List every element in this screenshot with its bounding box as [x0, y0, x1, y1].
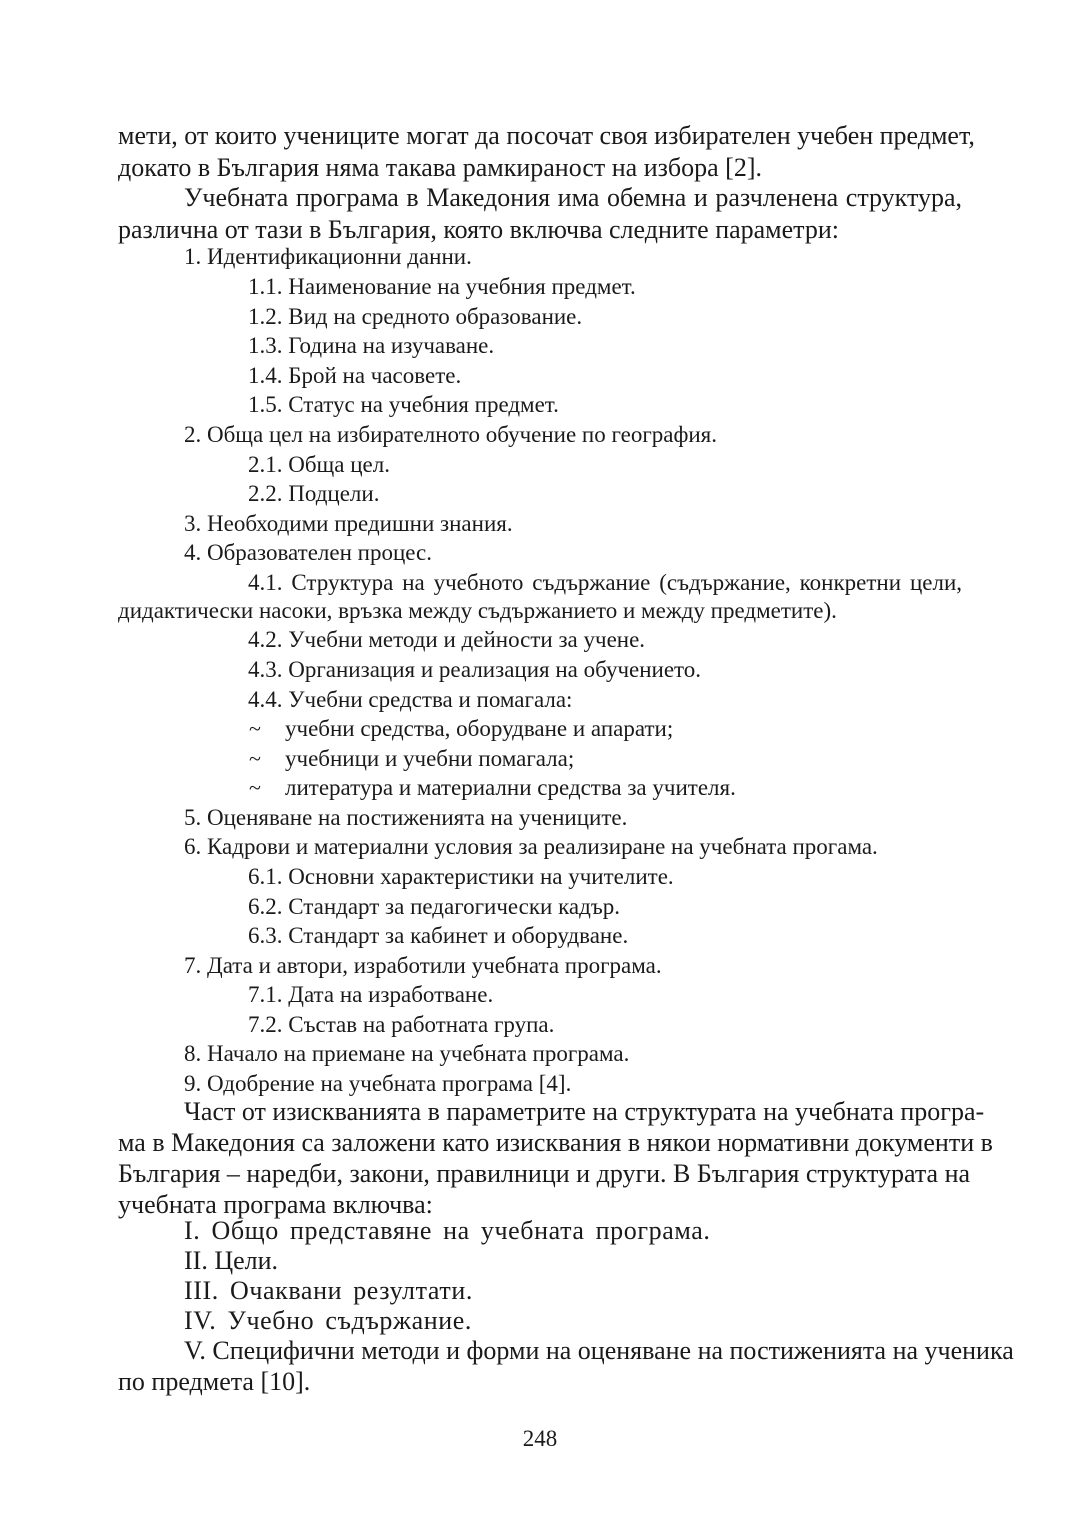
- list-item-4-1-line-1: 4.1. Структура на учебното съдържание (съдържание, конкретни цели,: [248, 570, 962, 595]
- para3-line-1: Част от изискванията в параметрите на структурата на учебната програ-: [184, 1097, 985, 1126]
- list-item-4-2: 4.2. Учебни методи и дейности за учене.: [248, 627, 646, 652]
- list-item-6-3: 6.3. Стандарт за кабинет и оборудване.: [248, 923, 629, 948]
- intro-line-1: мети, от които учениците могат да посочат своя избирателен учебен предмет,: [118, 121, 975, 150]
- list-item-1-1: 1.1. Наименование на учебния предмет.: [248, 274, 636, 299]
- bg-item-iii: III. Очаквани резултати.: [184, 1276, 473, 1305]
- bg-item-i: I. Общо представяне на учебната програма.: [184, 1216, 711, 1245]
- bullet-item-2: учебници и учебни помагала;: [285, 746, 575, 771]
- list-item-7-1: 7.1. Дата на изработване.: [248, 982, 494, 1007]
- list-item-3: 3. Необходими предишни знания.: [184, 511, 513, 536]
- list-item-8: 8. Начало на приемане на учебната програма.: [184, 1041, 630, 1066]
- list-item-2-1: 2.1. Обща цел.: [248, 452, 390, 477]
- para3-line-3: България – наредби, закони, правилници и други. В България структурата на: [118, 1159, 971, 1188]
- list-item-4-1-line-2: дидактически насоки, връзка между съдържанието и между предметите).: [118, 598, 837, 623]
- para3-line-2: ма в Македония са заложени като изисквания в някои нормативни документи в: [118, 1128, 993, 1157]
- intro-line-2: докато в България няма такава рамкираност на избора [2].: [118, 153, 762, 182]
- bg-item-v-line-2: по предмета [10].: [118, 1367, 311, 1396]
- bullet-item-1: учебни средства, оборудване и апарати;: [285, 716, 674, 741]
- list-item-5: 5. Оценяване на постиженията на учениците.: [184, 805, 628, 830]
- bg-item-v-line-1: V. Специфични методи и форми на оценяване на постиженията на ученика: [184, 1336, 1014, 1365]
- list-item-9: 9. Одобрение на учебната програма [4].: [184, 1071, 572, 1096]
- list-item-7: 7. Дата и автори, изработили учебната програма.: [184, 953, 662, 978]
- list-item-1-5: 1.5. Статус на учебния предмет.: [248, 392, 559, 417]
- bg-item-iv: IV. Учебно съдържание.: [184, 1306, 472, 1335]
- list-item-1-2: 1.2. Вид на средното образование.: [248, 304, 583, 329]
- list-item-6-1: 6.1. Основни характеристики на учителите.: [248, 864, 674, 889]
- bullet-item-3: литература и материални средства за учителя.: [285, 775, 736, 800]
- page-number: 248: [522, 1426, 558, 1451]
- list-item-4-3: 4.3. Организация и реализация на обучението.: [248, 657, 702, 682]
- list-item-6-2: 6.2. Стандарт за педагогически кадър.: [248, 894, 620, 919]
- tilde-bullet-2: ~: [249, 746, 261, 771]
- list-item-1-3: 1.3. Година на изучаване.: [248, 333, 495, 358]
- para2-line-2: различна от тази в България, която включва следните параметри:: [118, 215, 839, 244]
- para3-line-4: учебната програма включва:: [118, 1190, 433, 1219]
- list-item-1-4: 1.4. Брой на часовете.: [248, 363, 462, 388]
- list-item-2: 2. Обща цел на избирателното обучение по география.: [184, 422, 718, 447]
- list-item-4-4: 4.4. Учебни средства и помагала:: [248, 687, 573, 712]
- tilde-bullet-1: ~: [249, 716, 261, 741]
- list-item-1: 1. Идентификационни данни.: [184, 244, 472, 269]
- tilde-bullet-3: ~: [249, 775, 261, 800]
- list-item-6: 6. Кадрови и материални условия за реализиране на учебната прогама.: [184, 834, 878, 859]
- list-item-2-2: 2.2. Подцели.: [248, 481, 380, 506]
- bg-item-ii: II. Цели.: [184, 1246, 279, 1275]
- list-item-7-2: 7.2. Състав на работната група.: [248, 1012, 555, 1037]
- list-item-4: 4. Образователен процес.: [184, 540, 433, 565]
- para2-line-1: Учебната програма в Македония има обемна и разчленена структура,: [184, 183, 962, 212]
